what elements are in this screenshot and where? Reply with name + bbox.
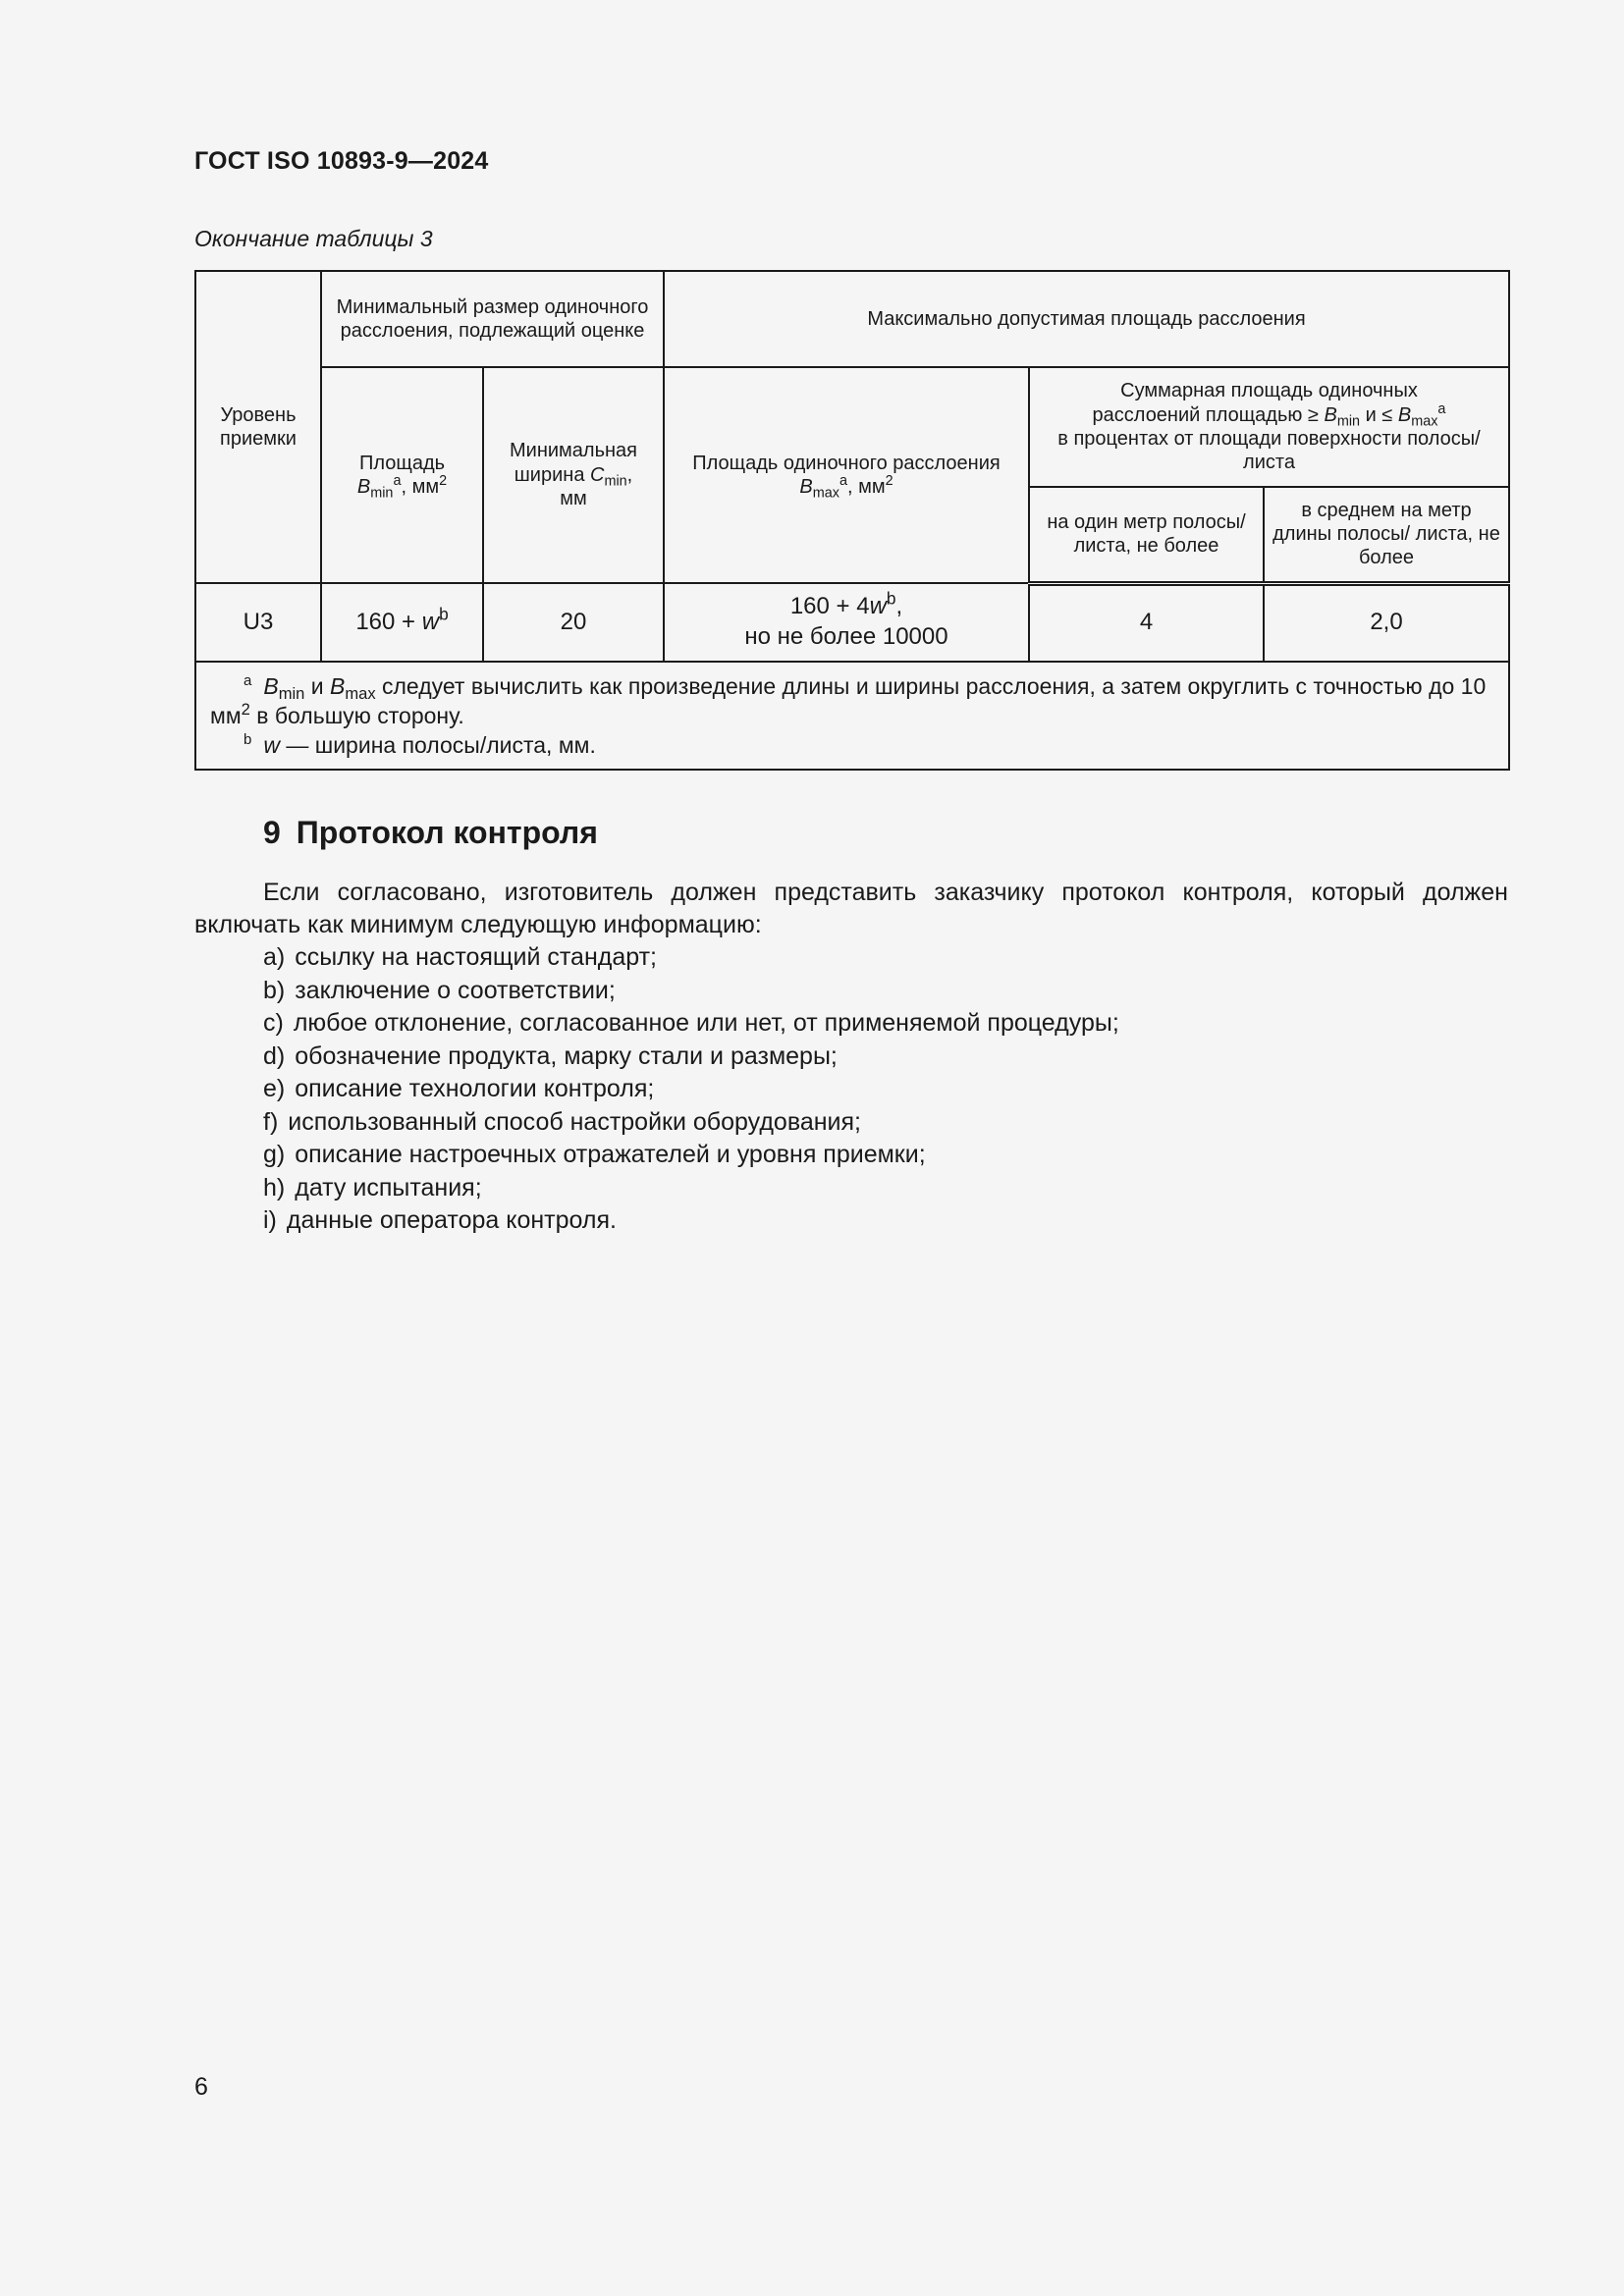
header-avg-meter: в среднем на метр длины полосы/ листа, не более	[1264, 487, 1509, 583]
header-width-cmin: Минимальная ширина $C_{min}$, мм	[483, 367, 664, 583]
document-header: ГОСТ ISO 10893-9—2024	[194, 147, 489, 175]
section-heading: Протокол контроля	[296, 815, 598, 850]
header-per-meter: на один метр полосы/листа, не более	[1029, 487, 1264, 583]
header-area-bmin: Площадь $B_{min}^a$, $мм^2$	[321, 367, 483, 583]
cell-bmin: $160 + w^b$	[321, 583, 483, 662]
footnote-b: $^b$ w — ширина полосы/листа, мм.	[244, 731, 596, 758]
list-item: f) использованный способ настройки оборудования;	[263, 1107, 861, 1136]
cell-avg-meter: 2,0	[1264, 583, 1509, 662]
header-level: Уровень приемки	[195, 271, 321, 583]
section-number: 9	[263, 815, 281, 850]
header-min-size: Минимальный размер одиночного расслоения, подлежащий оценке	[321, 271, 664, 367]
cell-per-meter: 4	[1029, 583, 1264, 662]
cell-cmin: 20	[483, 583, 664, 662]
cell-level: U3	[195, 583, 321, 662]
list-item: h) дату испытания;	[263, 1173, 482, 1201]
footnote-a: $^a$ $B_{min}$ и $B_{max}$ следует вычислить как произведение длины и ширины расслоения, а затем округлить с точностью до 10 $мм^2$ в большую сторону.	[210, 672, 1487, 728]
header-max-area: Максимально допустимая площадь расслоения	[664, 271, 1509, 367]
list-item: b) заключение о соответствии;	[263, 976, 616, 1004]
table-notes	[195, 662, 1509, 770]
info-list	[263, 941, 1119, 1238]
list-item: e) описание технологии контроля;	[263, 1075, 655, 1102]
list-item: c) любое отклонение, согласованное или нет, от применяемой процедуры;	[263, 1009, 1119, 1037]
list-item: a) ссылку на настоящий стандарт;	[263, 943, 657, 971]
cell-bmax: $160 + 4w^b$, но не более 10000	[664, 583, 1029, 662]
list-item: g) описание настроечных отражателей и уровня приемки;	[263, 1141, 926, 1168]
table-caption: Окончание таблицы 3	[194, 226, 433, 251]
list-item: d) обозначение продукта, марку стали и размеры;	[263, 1041, 838, 1070]
page-number: 6	[194, 2073, 208, 2101]
header-single-bmax: Площадь одиночного расслоения $B_{max}^a$, $мм^2$	[664, 367, 1029, 583]
section-title	[263, 815, 598, 851]
list-item: i) данные оператора контроля.	[263, 1206, 617, 1234]
section-paragraph: Если согласовано, изготовитель должен представить заказчику протокол контроля, который должен включать как минимум следующую информацию:	[194, 879, 1508, 938]
acceptance-table	[194, 270, 1510, 771]
header-total-area: Суммарная площадь одиночных расслоений площадью ≥ $B_{min}$ $и \le B_{max}^a$ в процентах от площади поверхности полосы/листа	[1029, 367, 1509, 487]
